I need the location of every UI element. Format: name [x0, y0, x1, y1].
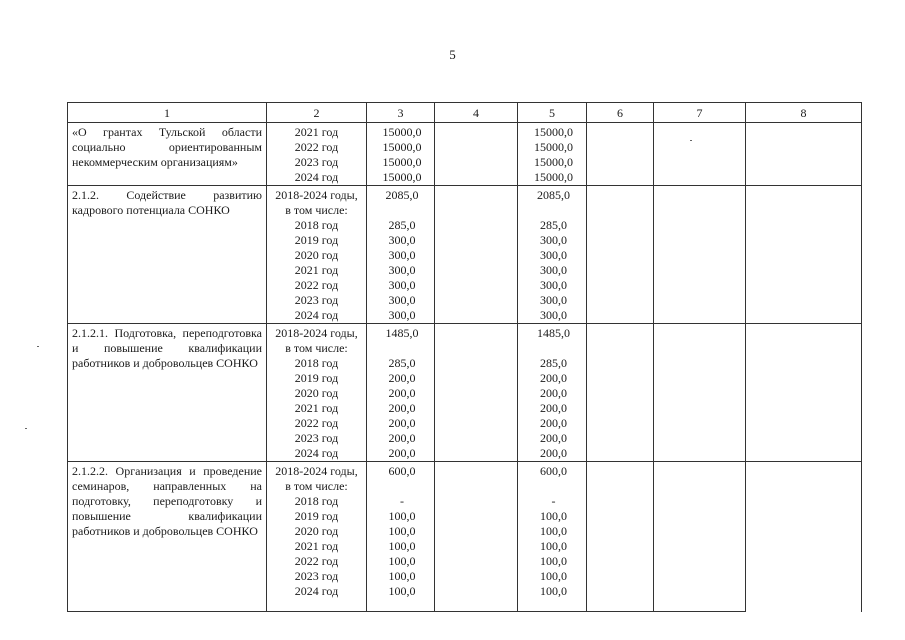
row-description: 2.1.2. Содействие развитию кадрового потенциала СОНКО [68, 186, 267, 324]
row-col3 [367, 186, 435, 324]
col5-line: 200,0 [540, 401, 567, 415]
col3-line: 300,0 [388, 293, 416, 307]
col3-line: 15000,0 [382, 155, 422, 169]
col3-line: 200,0 [388, 416, 416, 430]
col5-line: 300,0 [540, 308, 567, 322]
column-header-7: 7 [654, 103, 746, 123]
col3-line: 300,0 [388, 263, 416, 277]
column-header-4: 4 [435, 103, 518, 123]
row-col6 [587, 123, 654, 186]
row-col8 [746, 324, 862, 462]
row-col7 [654, 186, 746, 324]
scan-speck [690, 140, 692, 141]
row-description: 2.1.2.1. Подготовка, переподготовка и повышение квалификации работников и добровольцев СОНКО [68, 324, 267, 462]
col5-line: 15000,0 [534, 155, 573, 169]
col5-line: 285,0 [540, 356, 567, 370]
row-col7 [654, 324, 746, 462]
table-body [68, 123, 862, 612]
years-line: 2023 год [294, 431, 339, 445]
column-header-5: 5 [518, 103, 587, 123]
col5-line: 300,0 [540, 278, 567, 292]
years-line: 2024 год [294, 308, 339, 322]
col3-line [367, 341, 434, 356]
column-header-2: 2 [267, 103, 367, 123]
table-row [68, 462, 862, 612]
row-col6 [587, 462, 654, 612]
row-col4 [435, 186, 518, 324]
row-years [267, 186, 367, 324]
scan-speck [25, 428, 27, 429]
table-row [68, 186, 862, 324]
col3-line: 200,0 [388, 431, 416, 445]
years-line: 2019 год [294, 509, 339, 523]
row-col5 [518, 462, 587, 612]
row-col6 [587, 186, 654, 324]
col5-line: 200,0 [540, 371, 567, 385]
col3-line: 15000,0 [382, 140, 422, 154]
col5-line [518, 341, 586, 356]
years-line: 2018 год [294, 356, 339, 370]
col3-line: 100,0 [388, 569, 416, 583]
years-line: в том числе: [285, 341, 348, 355]
col5-line: 100,0 [540, 584, 567, 598]
row-col4 [435, 123, 518, 186]
col3-line: 600,0 [388, 464, 416, 478]
years-line: 2018-2024 годы, [275, 326, 358, 340]
col5-line: 100,0 [540, 554, 567, 568]
column-header-3: 3 [367, 103, 435, 123]
years-line: 2019 год [294, 371, 339, 385]
col5-line: 2085,0 [537, 188, 570, 202]
col5-line: 200,0 [540, 416, 567, 430]
col5-line: 200,0 [540, 386, 567, 400]
col3-line: 300,0 [388, 278, 416, 292]
years-line: в том числе: [285, 479, 348, 493]
col3-line: 300,0 [388, 308, 416, 322]
col3-line: 2085,0 [385, 188, 419, 202]
years-line: 2020 год [294, 524, 339, 538]
years-line: 2022 год [294, 278, 339, 292]
col5-line [518, 203, 586, 218]
row-years [267, 123, 367, 186]
row-col8 [746, 123, 862, 186]
col3-line: - [400, 494, 404, 508]
col3-line: 200,0 [388, 386, 416, 400]
years-line: 2019 год [294, 233, 339, 247]
col3-line: 100,0 [388, 554, 416, 568]
col3-line: 100,0 [388, 509, 416, 523]
years-line: 2021 год [294, 125, 339, 139]
page-number: 5 [449, 47, 456, 62]
table-header-row [68, 103, 862, 123]
column-header-8: 8 [746, 103, 862, 123]
col5-line: 100,0 [540, 509, 567, 523]
years-line: 2018 год [294, 218, 339, 232]
row-col5 [518, 186, 587, 324]
col3-line: 200,0 [388, 371, 416, 385]
row-col8 [746, 186, 862, 324]
col3-line: 200,0 [388, 446, 416, 460]
years-line: 2018-2024 годы, [275, 464, 358, 478]
row-col7 [654, 123, 746, 186]
col5-line: 1485,0 [537, 326, 570, 340]
row-col4 [435, 462, 518, 612]
table-row [68, 324, 862, 462]
row-col4 [435, 324, 518, 462]
col5-line: 300,0 [540, 248, 567, 262]
row-col5 [518, 123, 587, 186]
years-line: 2022 год [294, 140, 339, 154]
years-line: 2021 год [294, 401, 339, 415]
row-years [267, 462, 367, 612]
row-description: «О грантах Тульской области социально ориентированным некоммерческим организациям» [68, 123, 267, 186]
row-col6 [587, 324, 654, 462]
col3-line: 285,0 [388, 218, 416, 232]
col5-line: 15000,0 [534, 125, 573, 139]
row-col8 [746, 462, 862, 612]
col5-line: - [551, 494, 556, 508]
table-row [68, 123, 862, 186]
col3-line: 100,0 [388, 584, 416, 598]
row-col3 [367, 123, 435, 186]
col5-line: 100,0 [540, 569, 567, 583]
col5-line: 600,0 [540, 464, 567, 478]
col3-line [367, 203, 434, 218]
budget-table [67, 102, 862, 612]
col3-line: 300,0 [388, 233, 416, 247]
scan-speck [37, 346, 39, 347]
col5-line [518, 479, 586, 494]
years-line: 2018-2024 годы, [275, 188, 358, 202]
row-col3 [367, 462, 435, 612]
years-line: 2023 год [294, 569, 339, 583]
row-col3 [367, 324, 435, 462]
col5-line: 300,0 [540, 263, 567, 277]
years-line: 2018 год [294, 494, 339, 508]
col3-line: 15000,0 [382, 170, 422, 184]
col3-line: 100,0 [388, 524, 416, 538]
row-description: 2.1.2.2. Организация и проведение семинаров, направленных на подготовку, переподготовку и повышение квалификации работников и добровольцев СОНКО [68, 462, 267, 612]
years-line: 2021 год [294, 539, 339, 553]
column-header-6: 6 [587, 103, 654, 123]
col5-line: 300,0 [540, 233, 567, 247]
col3-line: 15000,0 [382, 125, 422, 139]
col5-line: 15000,0 [534, 170, 573, 184]
column-header-1: 1 [68, 103, 267, 123]
col5-line: 100,0 [540, 539, 567, 553]
row-col7 [654, 462, 746, 612]
col5-line: 285,0 [540, 218, 567, 232]
col3-line [367, 479, 434, 494]
col5-line: 100,0 [540, 524, 567, 538]
row-years [267, 324, 367, 462]
years-line: 2023 год [294, 293, 339, 307]
years-line: 2020 год [294, 248, 339, 262]
years-line: в том числе: [285, 203, 348, 217]
years-line: 2022 год [294, 416, 339, 430]
col3-line: 1485,0 [385, 326, 419, 340]
col3-line: 100,0 [388, 539, 416, 553]
col3-line: 200,0 [388, 401, 416, 415]
years-line: 2023 год [294, 155, 339, 169]
years-line: 2024 год [294, 584, 339, 598]
col5-line: 300,0 [540, 293, 567, 307]
col5-line: 200,0 [540, 431, 567, 445]
years-line: 2024 год [294, 170, 339, 184]
col5-line: 200,0 [540, 446, 567, 460]
years-line: 2024 год [294, 446, 339, 460]
col5-line: 15000,0 [534, 140, 573, 154]
years-line: 2022 год [294, 554, 339, 568]
col3-line: 285,0 [388, 356, 416, 370]
row-col5 [518, 324, 587, 462]
col3-line: 300,0 [388, 248, 416, 262]
years-line: 2020 год [294, 386, 339, 400]
years-line: 2021 год [294, 263, 339, 277]
